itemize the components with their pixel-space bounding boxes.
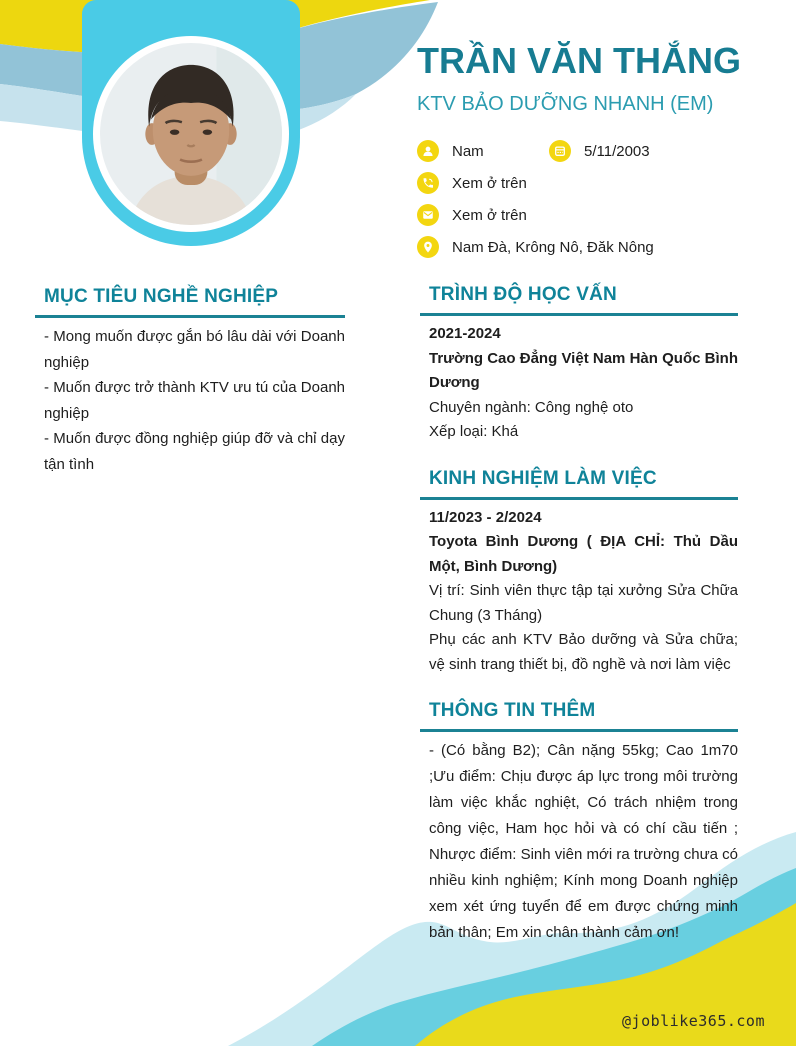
experience-description: Phụ các anh KTV Bảo dưỡng và Sửa chữa; vệ sinh trang thiết bị, đồ nghề và nơi làm việc (429, 631, 738, 673)
education-school: Trường Cao Đẳng Việt Nam Hàn Quốc Bình Dương (429, 349, 738, 391)
additional-info-title: THÔNG TIN THÊM (429, 700, 596, 721)
objective-title: MỤC TIÊU NGHỀ NGHIỆP (44, 286, 279, 307)
job-title: KTV BẢO DƯỠNG NHANH (EM) (417, 93, 714, 115)
experience-rule (420, 497, 738, 500)
contact-phone (417, 172, 527, 194)
section-experience (420, 466, 738, 678)
section-objective (35, 284, 345, 477)
experience-company: Toyota Bình Dương ( ĐỊA CHỈ: Thủ Dầu Một, Bình Dương) (429, 533, 738, 575)
address-value: Nam Đà, Krông Nô, Đăk Nông (452, 238, 654, 256)
birthday-value: 5/11/2003 (584, 142, 650, 160)
calendar-icon (549, 140, 571, 162)
photo-frame (93, 36, 289, 232)
objective-item: - Mong muốn được gắn bó lâu dài với Doanh nghiệp (44, 328, 345, 371)
left-column (35, 284, 345, 477)
photo-badge (82, 0, 300, 246)
person-name: TRẦN VĂN THẮNG (417, 40, 741, 81)
right-column (420, 282, 738, 946)
additional-info-rule (420, 729, 738, 732)
watermark: @joblike365.com (622, 1012, 765, 1030)
phone-value: Xem ở trên (452, 174, 527, 192)
experience-position: Vị trí: Sinh viên thực tập tại xưởng Sửa Chữa Chung (3 Tháng) (429, 582, 738, 624)
experience-period: 11/2023 - 2/2024 (429, 508, 542, 526)
section-additional-info (420, 698, 738, 946)
person-icon (417, 140, 439, 162)
section-education (420, 282, 738, 445)
additional-info-text: - (Có bằng B2); Cân nặng 55kg; Cao 1m70 ;Ưu điểm: Chịu được áp lực trong môi trường làm việc khắc nghiệt, Có trách nhiệm trong công việc, Ham học hỏi và có chí cầu tiến ; Nhược điểm: Sinh viên mới ra trường chưa có nhiều kinh nghiệm; Kính mong Doanh nghiệp xem xét ứng tuyển để em được chứng minh bản thân; Em xin chân thành cảm ơn! (429, 742, 738, 941)
contact-address (417, 236, 654, 258)
phone-icon (417, 172, 439, 194)
objective-item: - Muốn được trở thành KTV ưu tú của Doanh nghiệp (44, 379, 345, 422)
contact-row-gender-birthday (417, 135, 767, 167)
contact-gender (417, 140, 549, 162)
email-value: Xem ở trên (452, 206, 527, 224)
contact-info (417, 135, 767, 263)
education-grade: Xếp loại: Khá (429, 423, 519, 440)
avatar-illustration (100, 43, 282, 225)
contact-row-phone (417, 167, 767, 199)
contact-row-address (417, 231, 767, 263)
contact-email (417, 204, 527, 226)
education-major: Chuyên ngành: Công nghệ oto (429, 398, 634, 416)
objective-item: - Muốn được đồng nghiệp giúp đỡ và chỉ dạy tận tình (44, 430, 345, 473)
education-period: 2021-2024 (429, 325, 501, 342)
education-rule (420, 313, 738, 316)
email-icon (417, 204, 439, 226)
education-title: TRÌNH ĐỘ HỌC VẤN (429, 284, 617, 305)
gender-value: Nam (452, 142, 484, 160)
experience-title: KINH NGHIỆM LÀM VIỆC (429, 467, 657, 489)
location-icon (417, 236, 439, 258)
avatar (100, 43, 282, 225)
contact-birthday (549, 140, 650, 162)
objective-rule (35, 315, 345, 318)
contact-row-email (417, 199, 767, 231)
